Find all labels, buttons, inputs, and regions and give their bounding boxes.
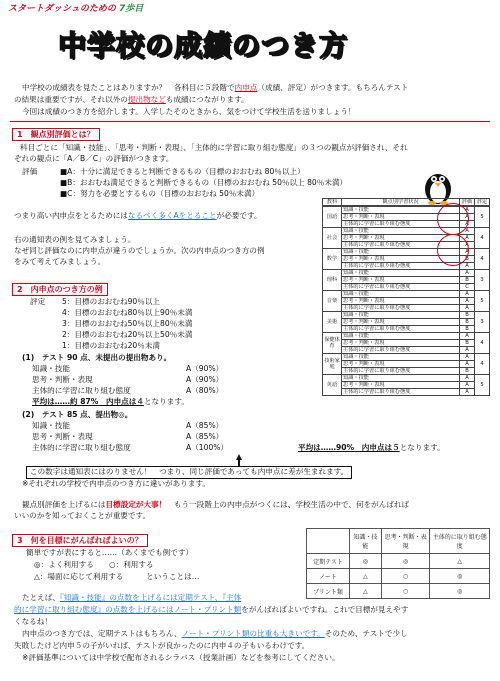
grade-cell: A [460,389,475,396]
text: 内申点のつき方では、定期テストはもちろん、 [22,629,182,638]
table-row [323,312,490,319]
case1-item-value: A（90%） [186,375,224,384]
grade-cell: A [460,242,475,249]
col-header [307,529,350,554]
grade-cell: B [460,368,475,375]
subject-name: 英語 [323,375,342,396]
table-row [323,277,490,284]
criterion-label: 主体的に学習に取り組む態度 [342,389,460,396]
subject-name: 数学 [323,249,342,270]
criterion-label: 思考・判断・表現 [342,214,460,221]
grade-cell: C [460,284,475,291]
sec1-line-2: 右の通知表の例を見てみましょう。 [14,235,136,244]
divider [10,121,490,122]
grade-cell: B [460,277,475,284]
subject-name: 保健体育 [323,333,342,354]
note-2: ※それぞれの学校で内申点のつき方に違いがあります。 [22,479,211,488]
sec3-para-4 [22,629,408,640]
case2-item-label: 思考・判断・表現 [32,432,93,441]
table-cell: △ [430,554,490,569]
case1-item-value: A（80%） [186,386,224,395]
intro-highlight: 内申点 [234,83,258,92]
score-label: 評定 [30,297,46,306]
criterion-label: 主体的に学習に取り組む態度 [342,263,460,270]
highlight-circle [437,203,469,235]
intro-line-3: 今回は成績のつき方を紹介します。入学したそのときから、気をつけて学校生活を送りましょう！ [22,107,356,116]
text: そのため、テストで少し [324,629,408,638]
col-header: 評価 [460,199,475,206]
criterion-label: 主体的に学習に取り組む態度 [342,347,460,354]
average-text: 平均は……90% 内申点は５ [298,443,400,452]
score-row-3: 3：目標のおおむね50％以上80％未満 [62,319,193,328]
table-row [323,291,490,298]
report-card-body [322,206,490,396]
subject-name: 美術 [323,312,342,333]
criterion-label: 知識・技能 [342,249,460,256]
grade-cell: A [460,270,475,277]
criterion-label: 知識・技能 [342,270,460,277]
case2-item-value: A（100%） [186,443,229,452]
text: となります。 [399,443,445,452]
highlight-text: 的に学習に取り組む態度』の点数を上げるにはノート・プリント類 [14,605,242,614]
eval-label: 評価 [22,167,38,176]
table-row [323,361,490,368]
table-row [323,340,490,347]
table-row [323,389,490,396]
table-row [323,347,490,354]
criterion-label: 思考・判断・表現 [342,361,460,368]
criterion-label: 主体的に学習に取り組む態度 [342,242,460,249]
grade-cell: A [460,249,475,256]
case1-item-label: 知識・技能 [32,364,70,373]
arrow-stem [238,459,240,466]
grade-cell: B [460,319,475,326]
case2-item-label: 知識・技能 [32,421,70,430]
sec3-line-2: ◎：よく利用する ○：利用する [34,560,154,569]
criterion-label: 主体的に学習に取り組む態度 [342,326,460,333]
highlight-text: なるべく多くAをとること [127,211,217,220]
case2-average [298,443,445,454]
sec1-body-1: 科目ごとに「知識・技能」、「思考・判断・表現」、「主体的に学習に取り組む態度」の３つの観点が評価され、それ [20,143,408,152]
case-1-title: (1) テスト 90 点、未提出の提出物あり。 [22,353,172,362]
section-1-heading: 1 観点別評価とは？ [12,128,100,141]
criterion-label: 思考・判断・表現 [342,235,460,242]
table-row [323,326,490,333]
intro-highlight: 提出物など [127,95,166,104]
title-part-c: のつき方 [232,29,349,62]
table-row [323,333,490,340]
criterion-label: 思考・判断・表現 [342,298,460,305]
table-row [323,354,490,361]
criterion-label: 知識・技能 [342,375,460,382]
table-cell: ◎ [430,584,490,599]
sec3-line-1: 簡単ですが表にすると……（あくまでも例です） [26,548,194,557]
table-row [323,368,490,375]
page-title [58,24,348,64]
text: もう一段階上の内申点がつくには、学校生活の中で、何をがんばれば [166,500,410,509]
table-row [323,319,490,326]
sec3-para-1 [22,593,241,604]
table-cell: ◎ [350,554,382,569]
average-text: 平均は……約 87% 内申点は４ [32,397,144,406]
row-label: 定期テスト [307,554,350,569]
grade-cell: A [460,263,475,270]
table-row [323,284,490,291]
case1-item-value: A（90%） [186,364,224,373]
intro-text: も成績につながります。 [165,95,249,104]
col-header: 思考・判断・表現 [381,529,430,554]
case-2-title: (2) テスト 85 点、提出物◎。 [22,410,133,419]
table-cell: ○ [381,584,430,599]
intro-text: （成績、評定）がつきます。もちろんテスト [257,83,409,92]
score-cell: 4 [475,333,490,354]
score-cell: 5 [475,207,490,228]
section-2-heading: 2 内申点のつき方の例 [12,283,108,296]
tagline-text: スタートダッシュのための [8,4,116,14]
criterion-label: 思考・判断・表現 [342,382,460,389]
criterion-label: 知識・技能 [342,291,460,298]
intro-text: の結果は重要ですが、それ以外の [14,95,128,104]
grade-cell: A [460,347,475,354]
criterion-label: 思考・判断・表現 [342,277,460,284]
score-cell: 3 [475,270,490,291]
criterion-label: 知識・技能 [342,312,460,319]
text: となります。 [143,397,189,406]
criterion-label: 知識・技能 [342,228,460,235]
grade-cell: A [460,333,475,340]
score-cell: 4 [475,249,490,270]
criterion-label: 主体的に学習に取り組む態度 [342,284,460,291]
subject-name: 社会 [323,228,342,249]
col-header: 知識・技能 [350,529,382,554]
text: つまり高い内申点をとるためには [14,211,128,220]
title-part-a: 中学校の [58,29,175,62]
intro-text: 中学校の成績表を見たことはありますか？ 各科目に５段階で [22,83,235,92]
subject-name: 技術家庭 [323,354,342,375]
case2-item-value: A（85%） [186,421,224,430]
grade-cell: B [460,312,475,319]
highlight-text: 『知識・技能』の点数を上げるには定期テスト、『主体 [59,593,242,602]
title-part-b: 成績 [174,29,233,62]
highlight-text: 目標設定が大事！ [105,500,167,509]
table-cell: △ [350,584,382,599]
table-row [323,375,490,382]
row-label: ノート [307,569,350,584]
sec3-para-3: くなるね！ [14,617,52,626]
criterion-label: 思考・判断・表現 [342,319,460,326]
highlight-circle [437,234,469,266]
case2-item-label: 主体的に学習に取り組む態度 [32,443,131,452]
col-header: 観点別学習状況 [342,199,460,206]
grade-cell: A [460,291,475,298]
score-cell: 5 [475,375,490,396]
criterion-label: 主体的に学習に取り組む態度 [342,221,460,228]
grade-cell: A [460,214,475,221]
criterion-label: 知識・技能 [342,354,460,361]
grade-cell: A [460,361,475,368]
criterion-label: 知識・技能 [342,207,460,214]
grade-cell: A [460,305,475,312]
grade-cell: A [460,298,475,305]
grade-cell: A [460,228,475,235]
grade-cell: A [460,221,475,228]
score-cell: 4 [475,354,490,375]
table-row [323,382,490,389]
usage-table [306,528,490,599]
sec3-para-5: 失敗したけど内申５の子がいれば、テストが良かったのに内申４の子もいるわけです。 [14,641,310,650]
grade-cell: A [460,354,475,361]
section-3-heading: 3 何を目標にがんばればよいの？ [12,534,148,547]
case2-item-value: A（85%） [186,432,224,441]
note-box: この数字は通知表にはのりません！ つまり、同じ評価であっても内申点に差が生まれます。 [26,466,352,479]
criterion-label: 主体的に学習に取り組む態度 [342,368,460,375]
eval-row-c: ■C：努力を必要とするもの（目標のおおむね 50％未満） [60,189,260,198]
sec1-line-3: なぜ同じ評価なのに内申点が違うのでしょうか。次の内申点のつき方の例 [14,246,265,255]
sec3-footnote: ※評価基準については中学校で配布されるシラバス（授業計画）などを参考にしてください。 [22,653,340,662]
grade-cell: B [460,326,475,333]
table-cell: △ [350,569,382,584]
subject-name: 国語 [323,207,342,228]
score-cell: 5 [475,291,490,312]
col-header: 評定 [475,199,490,206]
grade-cell: B [460,256,475,263]
sec1-key-line [14,211,262,222]
criterion-label: 知識・技能 [342,333,460,340]
table-cell: ○ [381,569,430,584]
grade-cell: A [460,375,475,382]
criterion-label: 思考・判断・表現 [342,340,460,347]
intro-line-1 [22,83,408,94]
table-cell: ◎ [381,554,430,569]
score-row-2: 2：目標のおおむね20％以上50％未満 [62,330,193,339]
subject-name: 音楽 [323,291,342,312]
sec1-line-4: をみて考えてみましょう。 [14,257,106,266]
sec3-para-2 [14,605,408,616]
table-row [323,305,490,312]
grade-cell: A [460,235,475,242]
score-row-5: 5：目標のおおむね90％以上 [62,297,161,306]
text: が必要です。 [216,211,262,220]
score-row-4: 4：目標のおおむね80％以上90％未満 [62,308,193,317]
col-header: 主体的に取り組む態度 [430,529,490,554]
col-header: 教科 [323,199,342,206]
criterion-label: 思考・判断・表現 [342,256,460,263]
text: たとえば、 [22,593,60,602]
case1-item-label: 主体的に学習に取り組む態度 [32,386,131,395]
grade-cell: A [460,382,475,389]
highlight-text: ノート・プリント類の比重も大きいです。 [181,629,325,638]
score-row-1: 1：目標のおおむね20％未満 [62,341,161,350]
table-row [323,298,490,305]
case1-item-label: 思考・判断・表現 [32,375,93,384]
text: 観点別評価を上げるには [22,500,106,509]
sec1-body-2: ぞれの観点に「A／B／C」の評価がつきます。 [14,154,174,163]
table-row [323,270,490,277]
subject-name: 理科 [323,270,342,291]
tagline-step: 7歩目 [118,4,144,14]
text: をがんばればよいですね。これで目標が見えやす [241,605,409,614]
case1-average [32,397,189,408]
row-label: プリント類 [307,584,350,599]
sec2-para-1 [22,500,409,511]
eval-row-a: ■A：十分に満足できると判断できるもの（目標のおおむね 80％以上） [60,167,305,176]
sec3-line-3: △：場面に応じて利用する ということは… [34,572,200,581]
header-tagline [8,4,143,15]
sec2-para-2: いいのかを知っておくことが重要です。 [14,511,151,520]
intro-line-2 [14,95,249,106]
grade-cell: A [460,207,475,214]
table-cell: ◎ [430,569,490,584]
criterion-label: 主体的に学習に取り組む態度 [342,305,460,312]
score-cell: 3 [475,312,490,333]
grade-cell: B [460,340,475,347]
table-row [323,263,490,270]
score-cell: 4 [475,228,490,249]
eval-row-b: ■B：おおむね満足できると判断できるもの（目標のおおむね 50％以上 80％未満） [60,178,348,187]
